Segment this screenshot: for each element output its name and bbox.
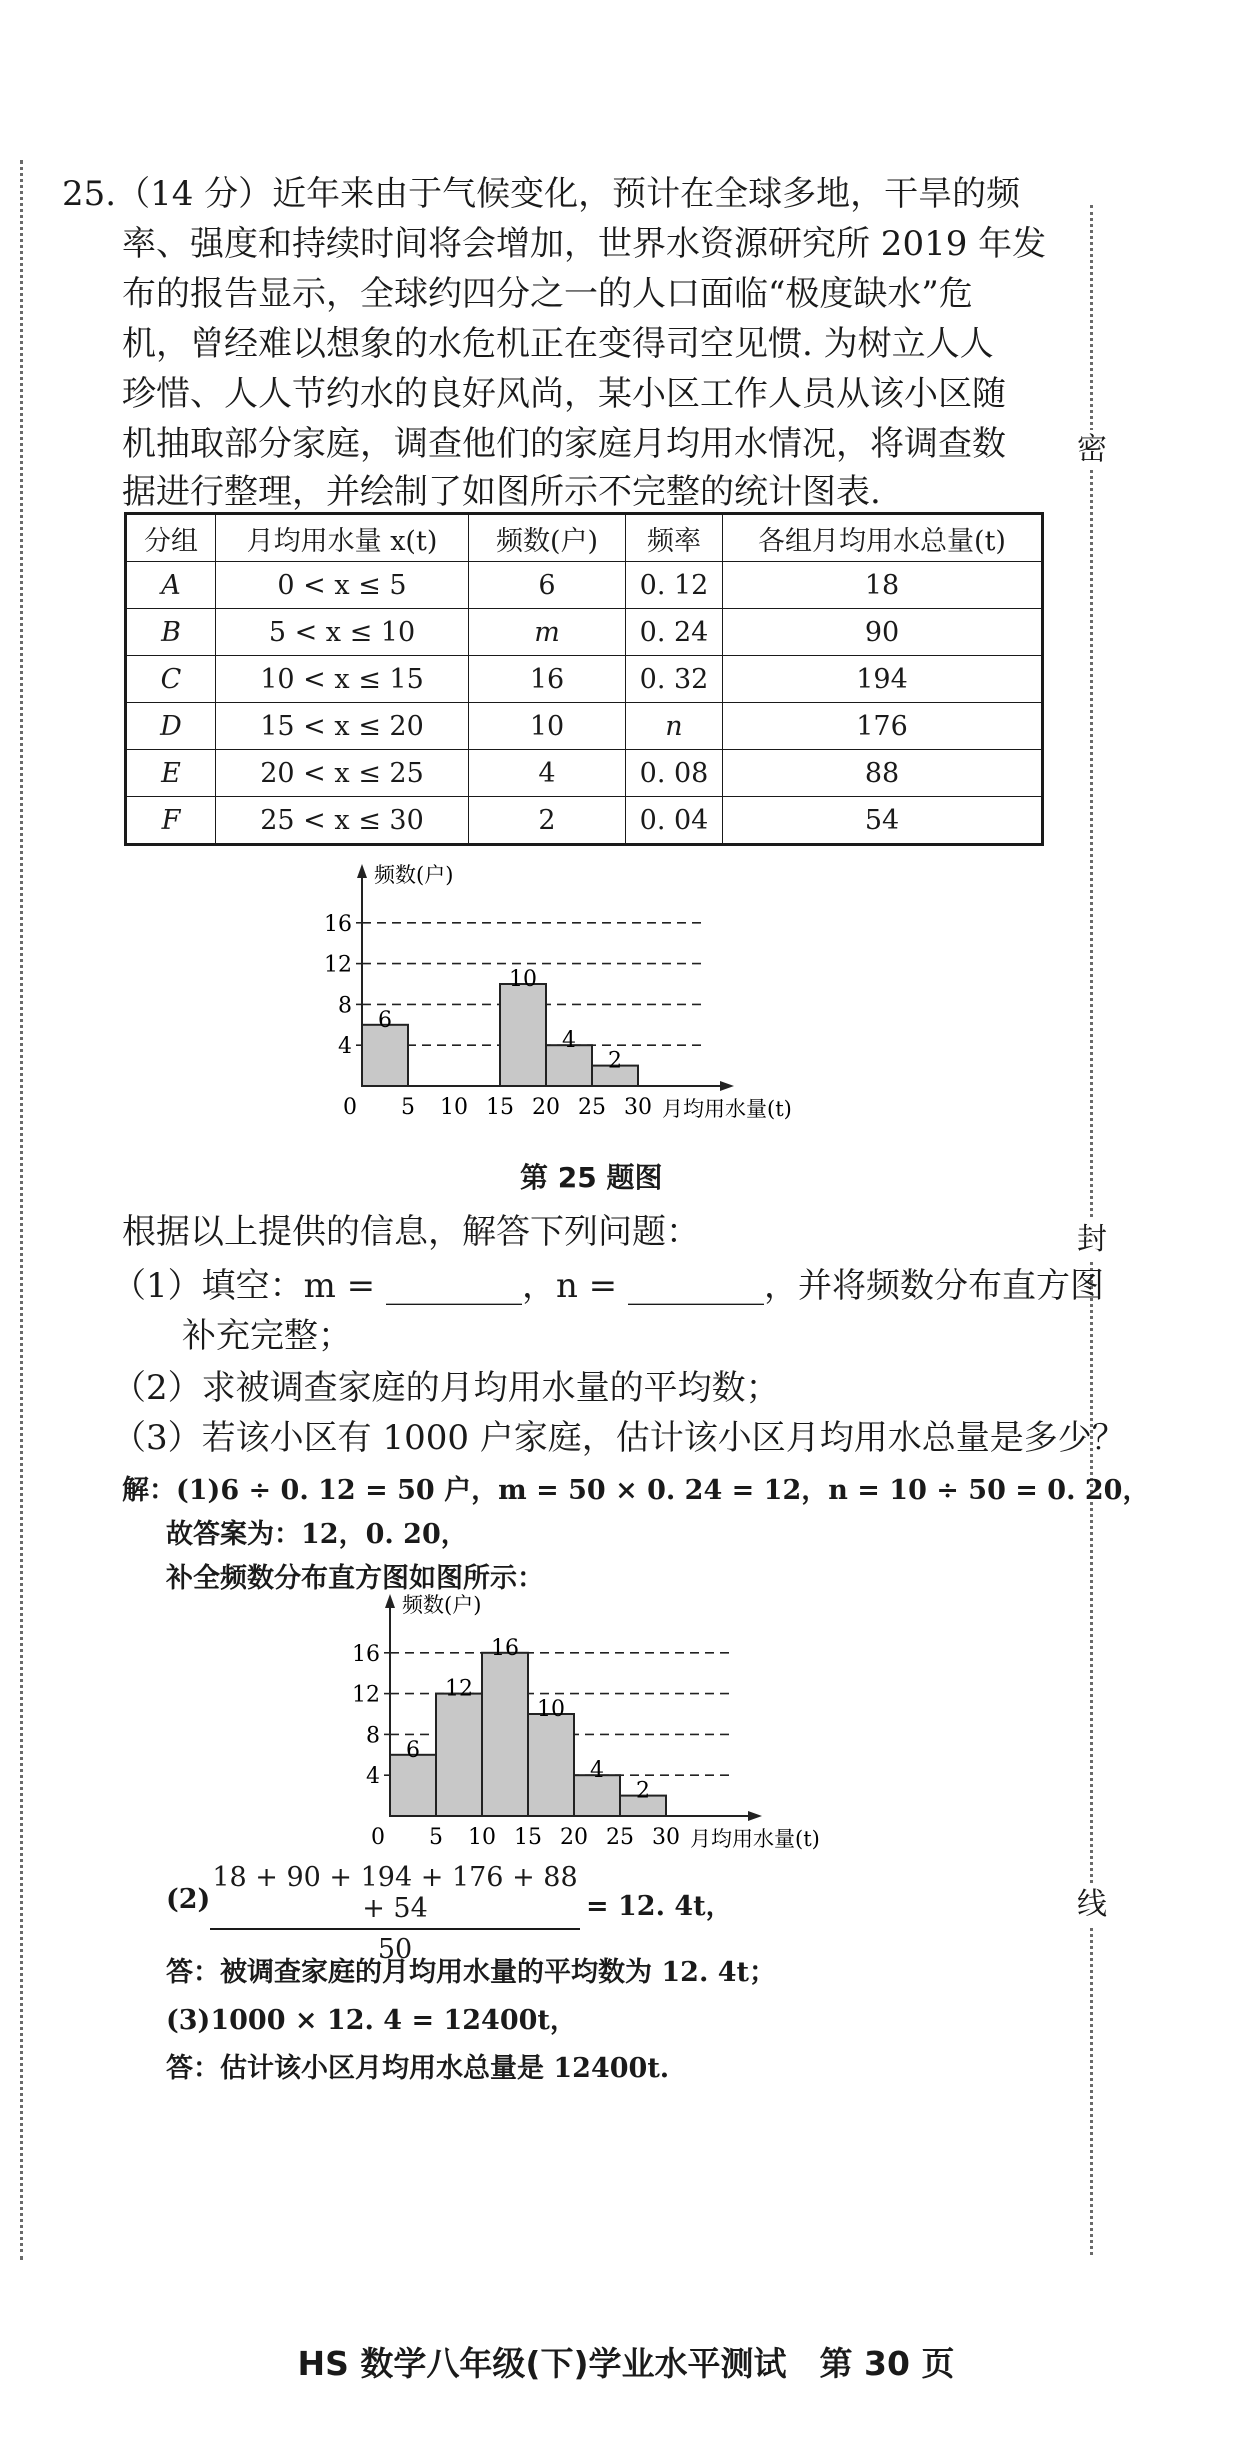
- table-cell-total: 18: [723, 562, 1043, 609]
- x-tick-label: 30: [624, 1095, 652, 1120]
- solution-line-2: 故答案为：12，0. 20，: [166, 1519, 468, 1550]
- table-cell-rate: n: [626, 703, 723, 750]
- solution-line-1: 解：(1)6 ÷ 0. 12 = 50 户，m = 50 × 0. 24 = 12，n = 10 ÷ 50 = 0. 20，: [122, 1475, 1150, 1506]
- question-1-line-a: （1）填空：m = ________，n = ________，并将频数分布直方图: [112, 1266, 1104, 1306]
- x-tick-label: 30: [652, 1825, 680, 1850]
- fraction-denominator: 50: [377, 1934, 413, 1965]
- y-tick-label: 16: [324, 911, 352, 937]
- y-axis-arrow-icon: [357, 864, 367, 878]
- table-cell-group: D: [126, 703, 216, 750]
- y-tick-label: 4: [366, 1764, 380, 1790]
- table-cell-freq: 10: [469, 703, 626, 750]
- page-footer: HS 数学八年级(下)学业水平测试 第 30 页: [297, 2344, 955, 2383]
- table-cell-total: 90: [723, 609, 1043, 656]
- table-header-cell: 各组月均用水总量(t): [723, 514, 1043, 562]
- seal-char-xian: 线: [1070, 1885, 1114, 1925]
- table-cell-group: B: [126, 609, 216, 656]
- x-tick-label: 15: [514, 1825, 542, 1850]
- table-cell-group: F: [126, 797, 216, 845]
- table-cell-range: 10 < x ≤ 15: [216, 656, 469, 703]
- seal-char-feng: 封: [1070, 1220, 1114, 1260]
- x-tick-label: 0: [371, 1825, 385, 1850]
- table-cell-total: 194: [723, 656, 1043, 703]
- table-cell-rate: 0. 08: [626, 750, 723, 797]
- x-axis-arrow-icon: [720, 1081, 734, 1091]
- x-tick-label: 25: [578, 1095, 606, 1120]
- table-cell-freq: 16: [469, 656, 626, 703]
- bar-value-label: 4: [590, 1758, 604, 1784]
- binding-line-left: [20, 160, 23, 2260]
- table-cell-freq: m: [469, 609, 626, 656]
- table-cell-range: 0 < x ≤ 5: [216, 562, 469, 609]
- x-tick-label: 20: [560, 1825, 588, 1850]
- fraction-numerator: 18 + 90 + 194 + 176 + 88 + 54: [210, 1862, 580, 1930]
- table-cell-range: 20 < x ≤ 25: [216, 750, 469, 797]
- questions-intro: 根据以上提供的信息，解答下列问题：: [122, 1212, 700, 1252]
- solution-part2-label: (2): [166, 1884, 211, 1915]
- y-axis-label: 频数(户): [402, 1593, 482, 1617]
- table-cell-rate: 0. 32: [626, 656, 723, 703]
- problem-line: 25.（14 分）近年来由于气候变化，预计在全球多地，干旱的频: [62, 174, 1021, 214]
- question-3: （3）若该小区有 1000 户家庭，估计该小区月均用水总量是多少？: [112, 1418, 1126, 1458]
- bar-value-label: 2: [636, 1778, 650, 1804]
- table-cell-total: 176: [723, 703, 1043, 750]
- y-tick-label: 8: [338, 993, 352, 1019]
- bar-value-label: 10: [537, 1697, 565, 1722]
- table-cell-range: 25 < x ≤ 30: [216, 797, 469, 845]
- table-cell-rate: 0. 24: [626, 609, 723, 656]
- question-2: （2）求被调查家庭的月均用水量的平均数；: [112, 1368, 780, 1408]
- x-tick-label: 0: [343, 1095, 357, 1120]
- problem-line: 布的报告显示，全球约四分之一的人口面临“极度缺水”危: [122, 274, 973, 314]
- table-cell-range: 5 < x ≤ 10: [216, 609, 469, 656]
- y-axis-arrow-icon: [385, 1594, 395, 1608]
- problem-line: 机，曾经难以想象的水危机正在变得司空见惯. 为树立人人: [122, 324, 994, 364]
- problem-line: 率、强度和持续时间将会增加，世界水资源研究所 2019 年发: [122, 224, 1047, 264]
- bar-value-label: 12: [445, 1676, 473, 1702]
- solution-line-7: 答：估计该小区月均用水总量是 12400t.: [166, 2053, 670, 2084]
- x-tick-label: 15: [486, 1095, 514, 1120]
- histogram-bar: [482, 1653, 528, 1816]
- histogram-bar: [390, 1755, 436, 1816]
- problem-line: 据进行整理，并绘制了如图所示不完整的统计图表.: [122, 472, 881, 512]
- figure-caption: 第 25 题图: [520, 1161, 663, 1194]
- table-cell-group: C: [126, 656, 216, 703]
- table-row: [126, 656, 1043, 703]
- x-tick-label: 20: [532, 1095, 560, 1120]
- question-1-line-b: 补充完整；: [182, 1316, 352, 1356]
- table-row: [126, 562, 1043, 609]
- table-cell-rate: 0. 04: [626, 797, 723, 845]
- completed-histogram-chart: [328, 1590, 888, 1870]
- y-tick-label: 4: [338, 1034, 352, 1060]
- y-tick-label: 8: [366, 1723, 380, 1749]
- x-tick-label: 5: [429, 1825, 443, 1850]
- table-cell-range: 15 < x ≤ 20: [216, 703, 469, 750]
- y-tick-label: 16: [352, 1641, 380, 1667]
- table-cell-group: E: [126, 750, 216, 797]
- bar-value-label: 2: [608, 1048, 622, 1074]
- histogram-bar: [436, 1694, 482, 1816]
- solution-part2-result: = 12. 4t，: [586, 1891, 733, 1922]
- table-cell-total: 54: [723, 797, 1043, 845]
- table-header-cell: 频数(户): [469, 514, 626, 562]
- table-cell-group: A: [126, 562, 216, 609]
- x-tick-label: 25: [606, 1825, 634, 1850]
- histogram-bar: [362, 1025, 408, 1086]
- bar-value-label: 6: [378, 1007, 392, 1033]
- solution-line-6: (3)1000 × 12. 4 = 12400t，: [166, 2005, 577, 2036]
- x-axis-label: 月均用水量(t): [662, 1097, 792, 1121]
- y-tick-label: 12: [324, 952, 352, 978]
- bar-value-label: 10: [509, 967, 537, 992]
- table-cell-total: 88: [723, 750, 1043, 797]
- incomplete-histogram-chart: [300, 860, 860, 1150]
- table-row: [126, 609, 1043, 656]
- table-header-cell: 频率: [626, 514, 723, 562]
- table-cell-freq: 6: [469, 562, 626, 609]
- table-row: [126, 797, 1043, 845]
- problem-line: 机抽取部分家庭，调查他们的家庭月均用水情况，将调查数: [122, 424, 1006, 464]
- x-tick-label: 10: [468, 1825, 496, 1850]
- solution-line-5: 答：被调查家庭的月均用水量的平均数为 12. 4t；: [166, 1957, 777, 1988]
- table-row: [126, 750, 1043, 797]
- x-axis-label: 月均用水量(t): [690, 1827, 820, 1851]
- statistics-table: [124, 512, 1044, 846]
- histogram-bar: [528, 1714, 574, 1816]
- table-cell-rate: 0. 12: [626, 562, 723, 609]
- table-cell-freq: 4: [469, 750, 626, 797]
- y-tick-label: 12: [352, 1682, 380, 1708]
- bar-value-label: 6: [406, 1737, 420, 1763]
- seal-char-mi: 密: [1070, 430, 1114, 470]
- table-header-cell: 分组: [126, 514, 216, 562]
- problem-line: 珍惜、人人节约水的良好风尚，某小区工作人员从该小区随: [122, 374, 1006, 414]
- table-header-row: [126, 514, 1043, 562]
- bar-value-label: 4: [562, 1028, 576, 1054]
- bar-value-label: 16: [491, 1635, 519, 1661]
- table-cell-freq: 2: [469, 797, 626, 845]
- solution-line-3: 补全频数分布直方图如图所示：: [166, 1563, 544, 1594]
- table-header-cell: 月均用水量 x(t): [216, 514, 469, 562]
- x-axis-arrow-icon: [748, 1811, 762, 1821]
- x-tick-label: 5: [401, 1095, 415, 1120]
- y-axis-label: 频数(户): [374, 863, 454, 887]
- x-tick-label: 10: [440, 1095, 468, 1120]
- histogram-bar: [500, 984, 546, 1086]
- table-row: [126, 703, 1043, 750]
